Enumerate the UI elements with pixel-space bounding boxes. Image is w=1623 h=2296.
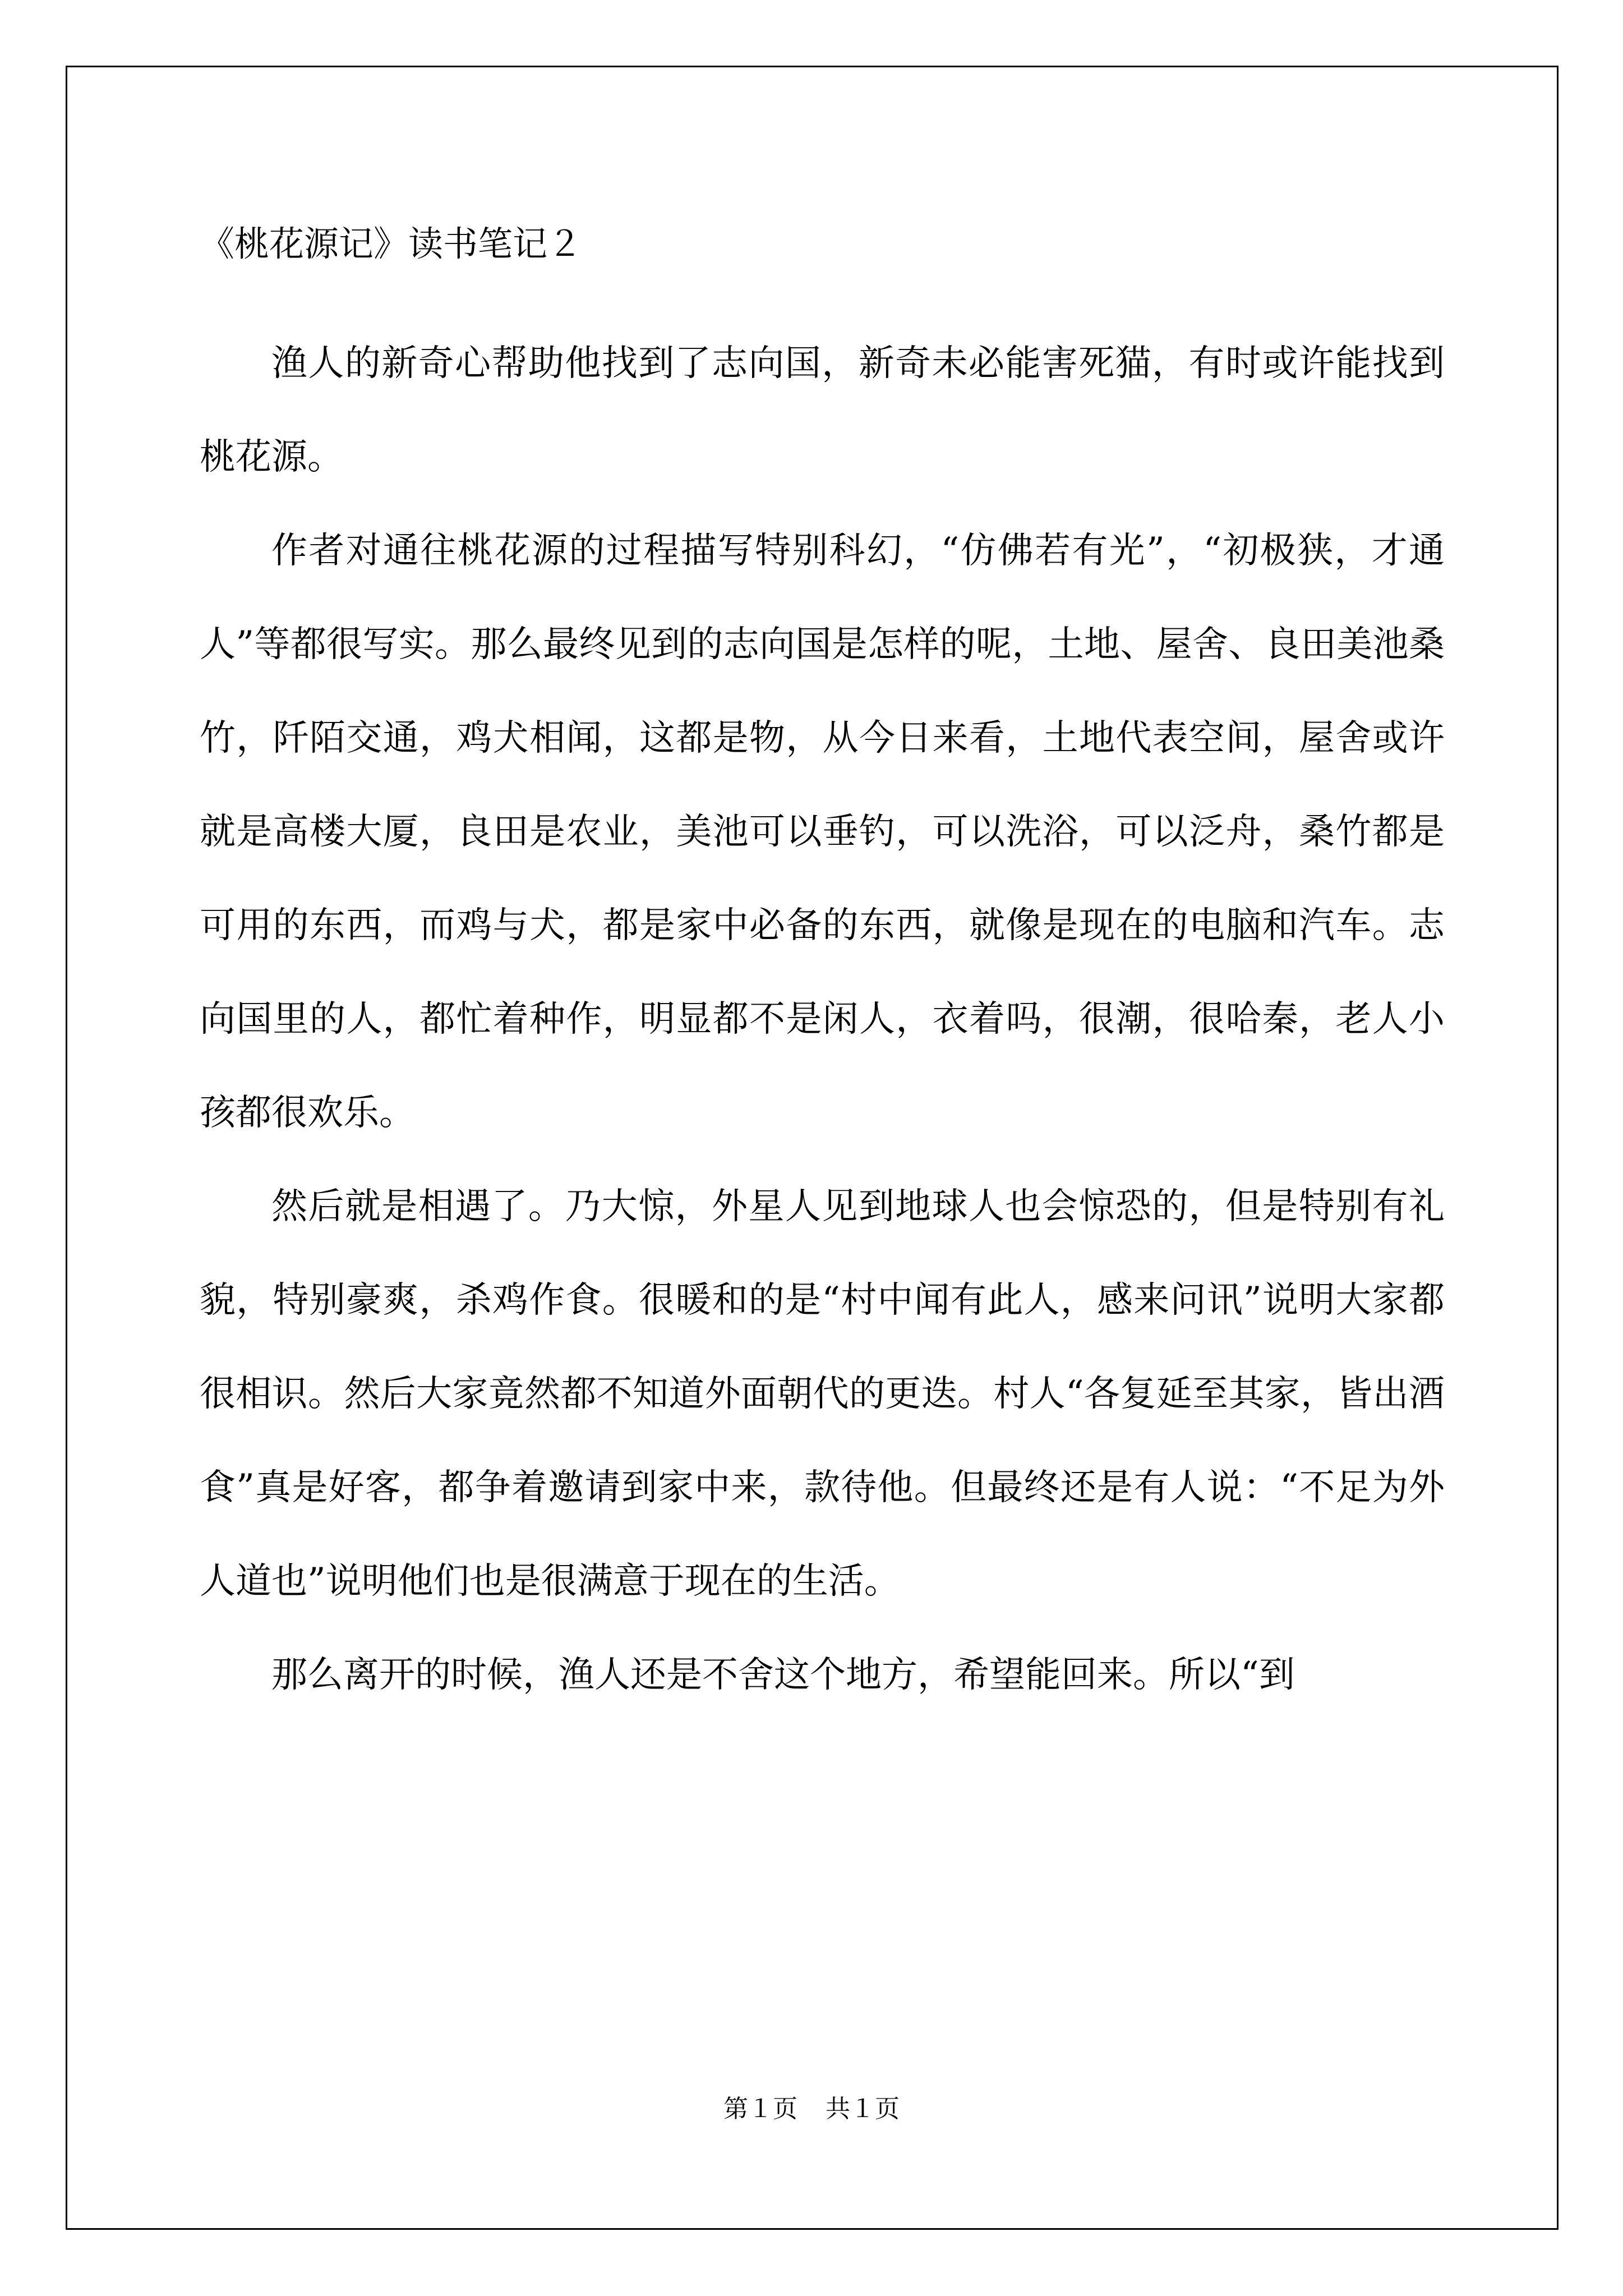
document-body xyxy=(200,317,1445,1722)
document-title: 《桃花源记》读书笔记２ xyxy=(200,223,583,264)
page-total: 共１页 xyxy=(826,2095,900,2123)
paragraph: 然后就是相遇了。乃大惊，外星人见到地球人也会惊恐的，但是特别有礼貌，特别豪爽，杀鸡作食。很暖和的是“村中闻有此人，感来问讯”说明大家都很相识。然后大家竟然都不知道外面朝代的更迭。村人“各复延至其家，皆出酒食”真是好客，都争着邀请到家中来，款待他。但最终还是有人说：“不足为外人道也”说明他们也是很满意于现在的生活。 xyxy=(200,1186,1445,1602)
paragraph: 渔人的新奇心帮助他找到了志向国，新奇未必能害死猫，有时或许能找到桃花源。 xyxy=(200,343,1445,478)
paragraph: 作者对通往桃花源的过程描写特别科幻，“仿佛若有光”，“初极狭，才通人”等都很写实。那么最终见到的志向国是怎样的呢，土地、屋舍、良田美池桑竹，阡陌交通，鸡犬相闻，这都是物，从今日来看，土地代表空间，屋舍或许就是高楼大厦，良田是农业，美池可以垂钓，可以洗浴，可以泛舟，桑竹都是可用的东西，而鸡与犬，都是家中必备的东西，就像是现在的电脑和汽车。志向国里的人，都忙着种作，明显都不是闲人，衣着吗，很潮，很哈秦，老人小孩都很欢乐。 xyxy=(200,530,1445,1134)
paragraph: 那么离开的时候，渔人还是不舍这个地方，希望能回来。所以“到 xyxy=(271,1654,1295,1696)
page-number: 第１页 xyxy=(723,2095,797,2123)
page-footer xyxy=(0,2092,1623,2126)
